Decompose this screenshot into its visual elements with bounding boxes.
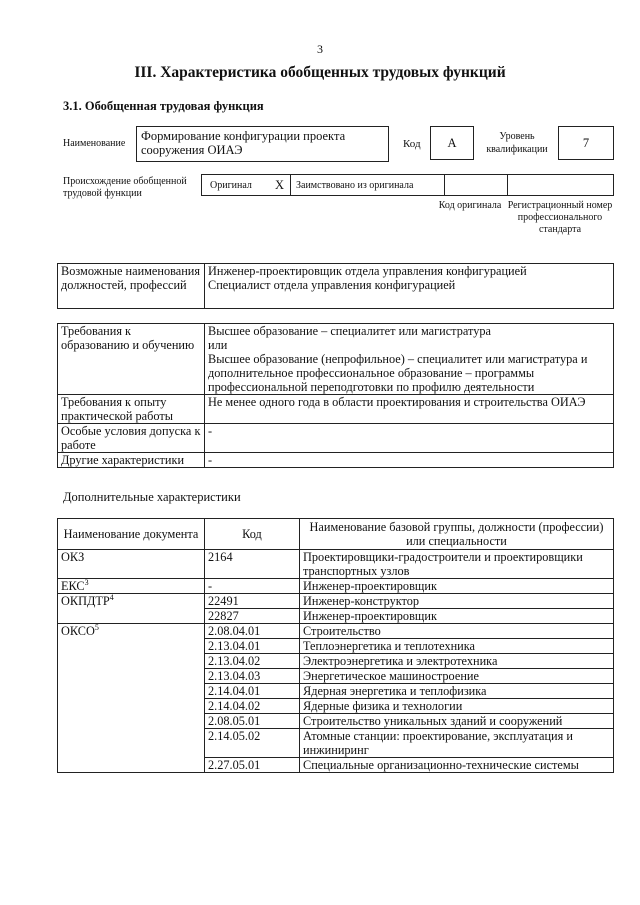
name-cell: Специальные организационно-технические системы — [300, 758, 614, 773]
subsection-heading: 3.1. Обобщенная трудовая функция — [63, 99, 264, 113]
positions-table — [57, 263, 614, 309]
name-value: Формирование конфигурации проекта сооружения ОИАЭ — [136, 126, 389, 162]
requirement-line: Высшее образование – специалитет или магистратура — [208, 324, 491, 338]
name-cell: Энергетическое машиностроение — [300, 669, 614, 684]
additional-table — [57, 518, 614, 773]
doc-name: ОКПДТР — [61, 594, 110, 608]
doc-cell — [58, 594, 205, 624]
name-cell: Инженер-проектировщик — [300, 579, 614, 594]
origin-divider-3 — [507, 175, 508, 195]
code-cell: 2.08.04.01 — [205, 624, 300, 639]
code-cell: 2.14.04.02 — [205, 699, 300, 714]
positions-values — [205, 264, 614, 309]
doc-footnote-mark: 3 — [84, 577, 89, 587]
header-name: Наименование базовой группы, должности (профессии) или специальности — [300, 519, 614, 550]
page-number: 3 — [317, 42, 323, 56]
code-label: Код — [403, 138, 421, 150]
name-cell: Ядерные физика и технологии — [300, 699, 614, 714]
table-row — [58, 624, 614, 639]
doc-name: ОКСО — [61, 624, 95, 638]
name-cell: Строительство уникальных зданий и сооружений — [300, 714, 614, 729]
requirement-value: - — [205, 453, 614, 468]
header-document: Наименование документа — [58, 519, 205, 550]
code-cell: 2.13.04.01 — [205, 639, 300, 654]
name-cell: Инженер-проектировщик — [300, 609, 614, 624]
name-cell: Ядерная энергетика и теплофизика — [300, 684, 614, 699]
code-cell: 2.13.04.03 — [205, 669, 300, 684]
origin-reg-caption: Регистрационный номер профессионального стандарта — [507, 200, 613, 235]
code-value: А — [430, 126, 474, 160]
name-label: Наименование — [63, 138, 126, 149]
code-cell: 22491 — [205, 594, 300, 609]
positions-label: Возможные наименования должностей, профессий — [58, 264, 205, 309]
header-code: Код — [205, 519, 300, 550]
doc-name: ОКЗ — [61, 550, 85, 564]
origin-code-caption: Код оригинала — [438, 200, 502, 211]
level-value: 7 — [558, 126, 614, 160]
code-cell: 2.27.05.01 — [205, 758, 300, 773]
name-cell: Строительство — [300, 624, 614, 639]
requirement-line: Высшее образование (непрофильное) – специалитет или магистратура и дополнительное профессиональное образование – программы профессиональной переподготовки по профилю деятельности — [208, 352, 588, 394]
code-cell: 2.08.05.01 — [205, 714, 300, 729]
origin-label: Происхождение обобщенной трудовой функции — [63, 176, 187, 199]
doc-footnote-mark: 5 — [94, 622, 99, 632]
code-cell: 2.14.04.01 — [205, 684, 300, 699]
doc-cell — [58, 624, 205, 773]
code-cell: 22827 — [205, 609, 300, 624]
requirements-table — [57, 323, 614, 468]
requirement-value: Не менее одного года в области проектирования и строительства ОИАЭ — [205, 395, 614, 424]
name-cell: Инженер-конструктор — [300, 594, 614, 609]
table-row — [58, 579, 614, 594]
name-cell: Проектировщики-градостроители и проектировщики транспортных узлов — [300, 550, 614, 579]
doc-footnote-mark: 4 — [109, 592, 114, 602]
requirement-label: Требования к опыту практической работы — [58, 395, 205, 424]
additional-title: Дополнительные характеристики — [63, 490, 241, 504]
level-label: Уровень квалификации — [486, 131, 548, 155]
section-heading: III. Характеристика обобщенных трудовых функций — [134, 64, 506, 81]
doc-cell — [58, 550, 205, 579]
origin-divider-2 — [444, 175, 445, 195]
doc-name: ЕКС — [61, 579, 85, 593]
origin-box — [201, 174, 614, 196]
table-row — [58, 550, 614, 579]
position-item: Инженер-проектировщик отдела управления конфигурацией — [208, 264, 527, 278]
code-cell: 2.14.05.02 — [205, 729, 300, 758]
name-cell: Атомные станции: проектирование, эксплуатация и инжиниринг — [300, 729, 614, 758]
table-row — [58, 594, 614, 609]
name-cell: Теплоэнергетика и теплотехника — [300, 639, 614, 654]
doc-cell — [58, 579, 205, 594]
requirement-value — [205, 324, 614, 395]
requirement-line: или — [208, 338, 228, 352]
requirement-label: Особые условия допуска к работе — [58, 424, 205, 453]
code-cell: 2.13.04.02 — [205, 654, 300, 669]
code-cell: - — [205, 579, 300, 594]
requirement-label: Требования к образованию и обучению — [58, 324, 205, 395]
name-cell: Электроэнергетика и электротехника — [300, 654, 614, 669]
origin-original-label: Оригинал — [210, 180, 252, 191]
requirement-value: - — [205, 424, 614, 453]
origin-borrowed-label: Заимствовано из оригинала — [296, 180, 414, 191]
code-cell: 2164 — [205, 550, 300, 579]
requirement-label: Другие характеристики — [58, 453, 205, 468]
position-item: Специалист отдела управления конфигурацией — [208, 278, 456, 292]
origin-divider-1 — [290, 175, 291, 195]
origin-original-mark: X — [275, 178, 285, 192]
